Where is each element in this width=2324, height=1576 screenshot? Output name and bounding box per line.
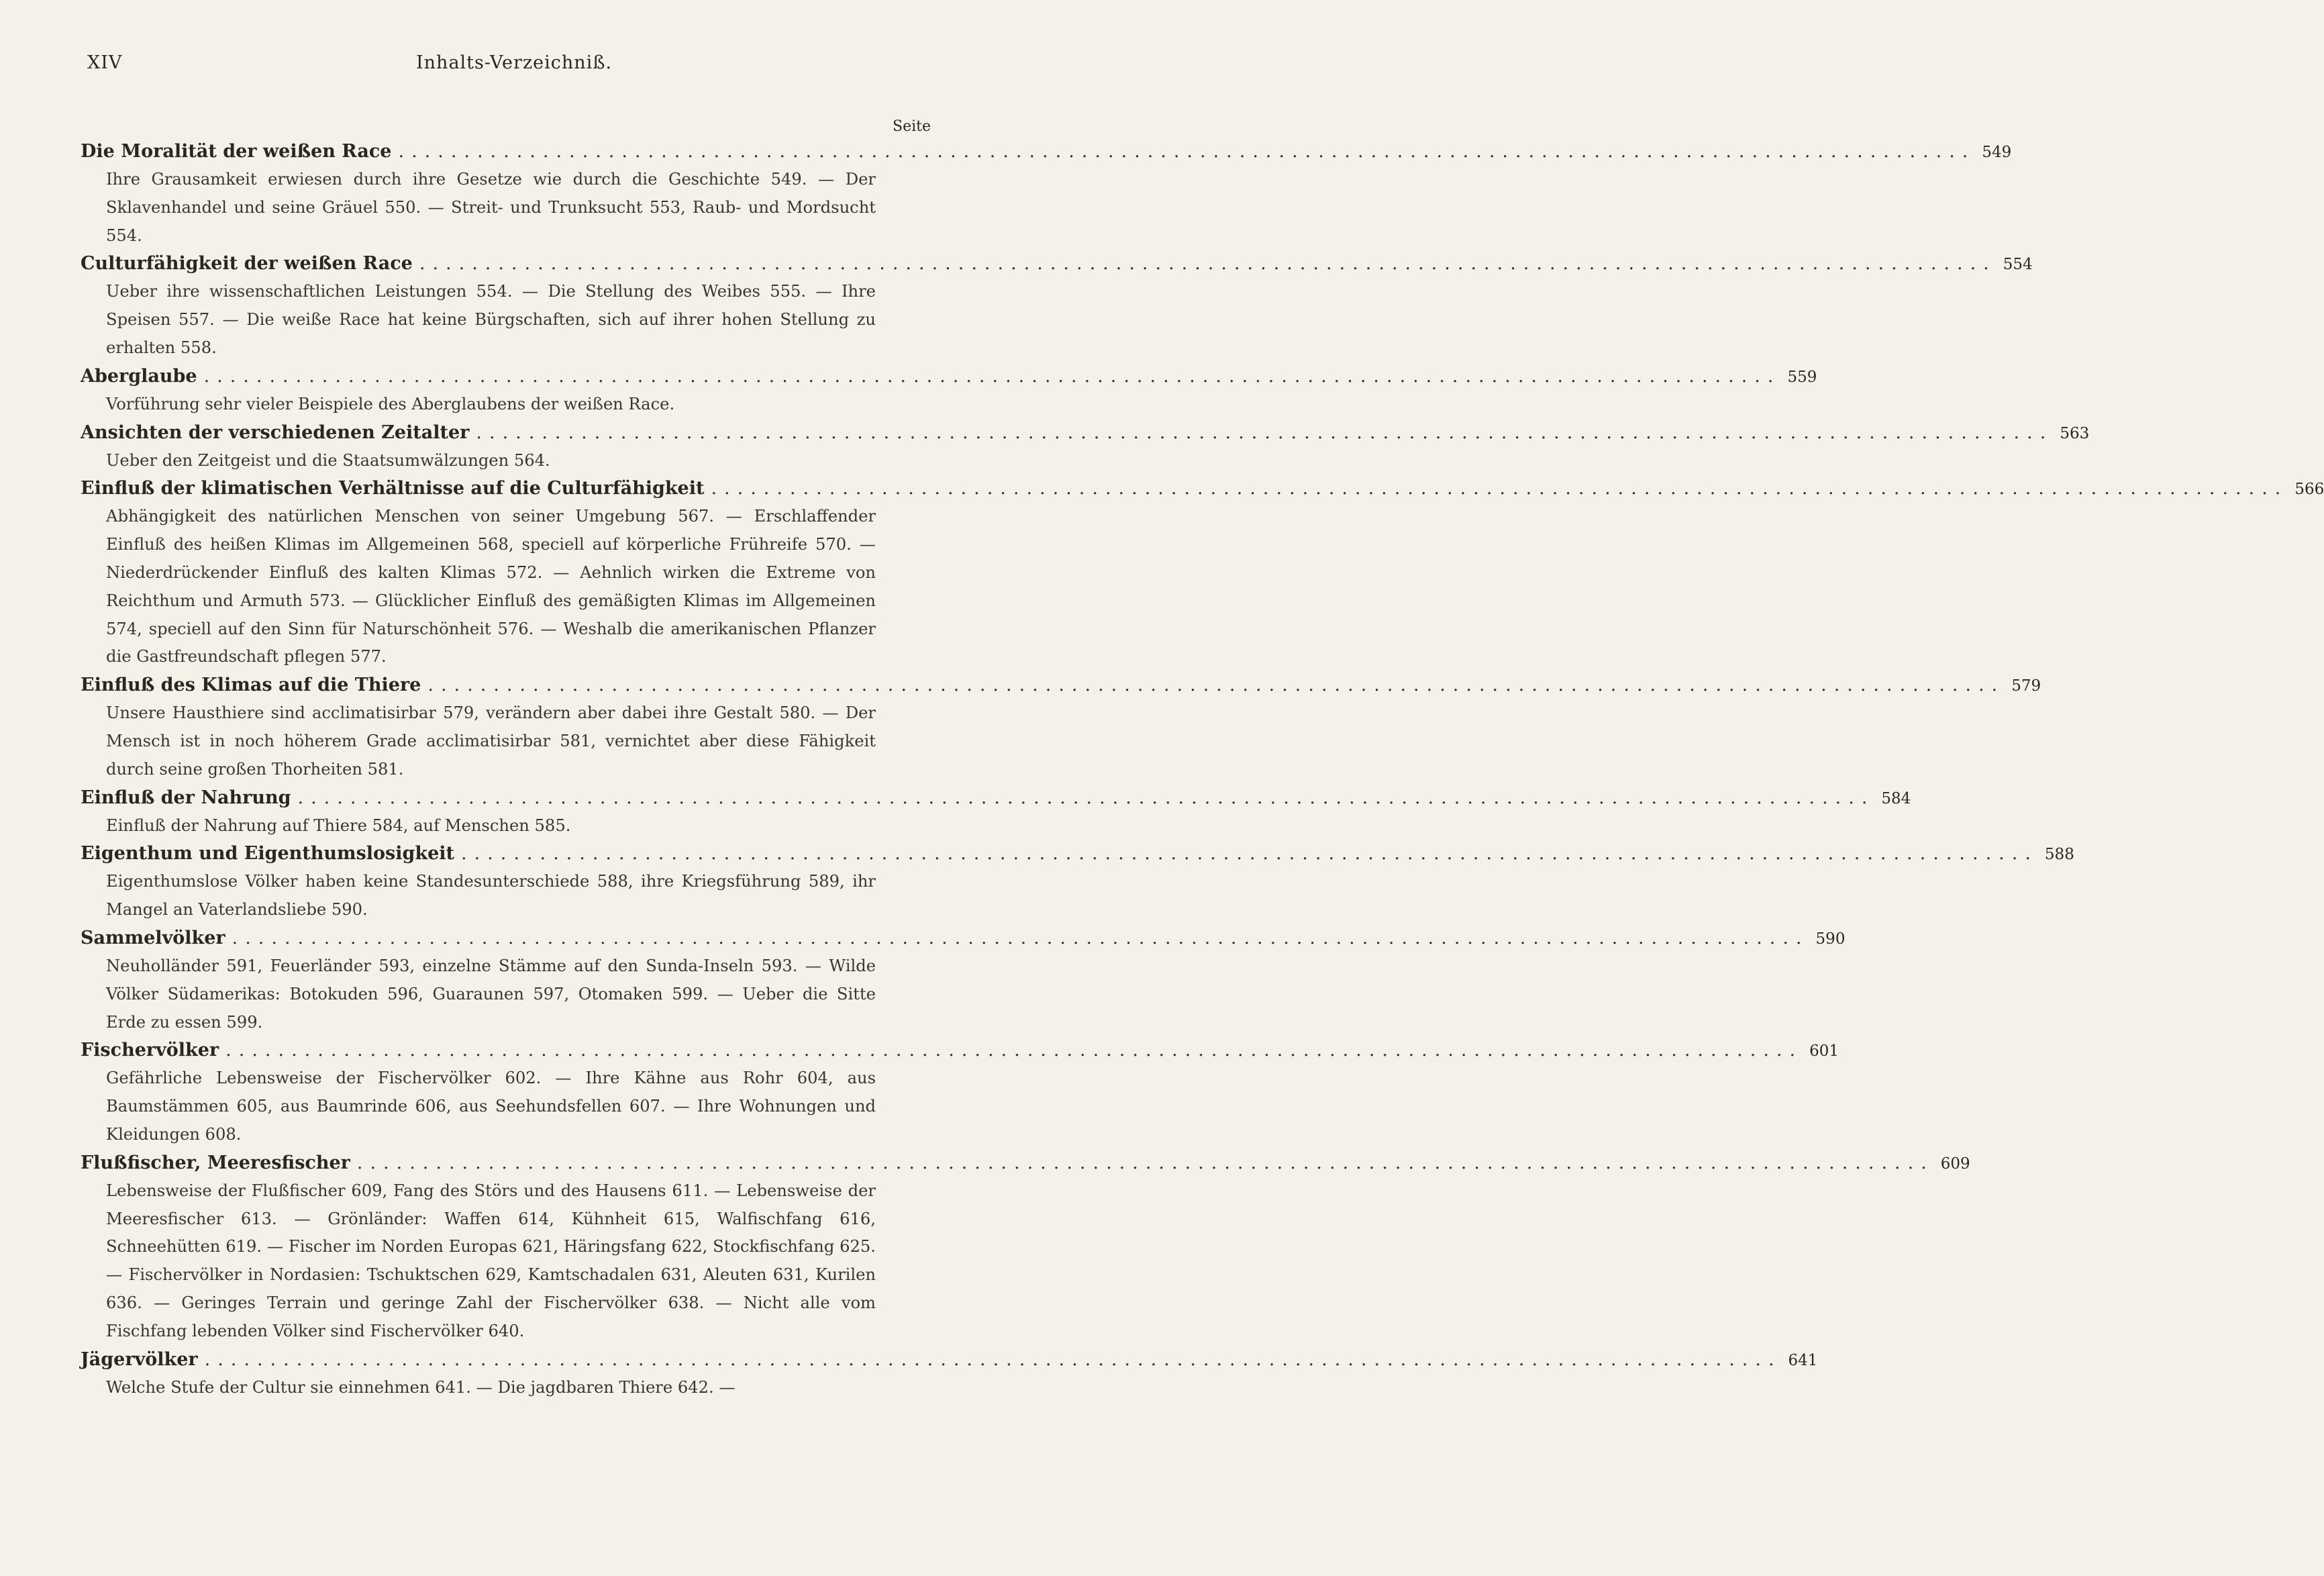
toc-entry-heading [81,924,1846,952]
toc-entry-page: 588 [2044,846,2074,864]
dot-leader: ........................................................................................................................ [398,141,1976,162]
toc-entry-description: Welche Stufe der Cultur sie einnehmen 641. — Die jagdbaren Thiere 642. — [106,1377,736,1397]
toc-entry-description: Ihre Grausamkeit erwiesen durch ihre Gesetze wie durch die Geschichte 549. — Der Sklavenhandel und seine Gräuel 550. — Streit- und Trunksucht 553, Raub- und Mordsucht 554. [106,170,876,245]
toc-entry-heading [81,138,2012,166]
toc-entry-page: 549 [1982,144,2012,161]
toc-entry-heading [81,362,1817,391]
toc-entry-page: 563 [2060,424,2090,442]
toc-entry [81,671,2041,783]
toc-entry-description: Vorführung sehr vieler Beispiele des Aberglaubens der weißen Race. [106,394,675,413]
toc-entry-page: 584 [1881,789,1911,807]
toc-entry [81,840,2074,924]
toc-entry-heading [81,250,2033,278]
toc-entry [81,475,2324,671]
dot-leader: ........................................................................................................................ [461,843,2038,865]
table-of-contents [81,138,2324,1401]
toc-entry-description: Gefährliche Lebensweise der Fischervölker 602. — Ihre Kähne aus Rohr 604, aus Baumstämmen 605, aus Baumrinde 606, aus Seehundsfellen 607. — Ihre Wohnungen und Kleidungen 608. [106,1069,876,1144]
dot-leader: ........................................................................................................................ [476,422,2054,443]
toc-entry-heading [81,1346,1818,1374]
toc-entry-heading [81,784,1911,812]
toc-entry [81,1036,1839,1148]
toc-entry-heading [81,475,2324,503]
dot-leader: ........................................................................................................................ [203,365,1781,387]
toc-entry-description: Ueber ihre wissenschaftlichen Leistungen 554. — Die Stellung des Weibes 555. — Ihre Speisen 557. — Die weiße Race hat keine Bürgschaften, sich auf ihrer hohen Stellung zu erhalten 558. [106,282,876,357]
toc-entry-title: Die Moralität der weißen Race [81,141,392,162]
toc-entry-title: Einfluß des Klimas auf die Thiere [81,675,421,696]
toc-entry-heading [81,840,2074,868]
toc-entry-description: Eigenthumslose Völker haben keine Standesunterschiede 588, ihre Kriegsführung 589, ihr Mangel an Vaterlandsliebe 590. [106,872,876,920]
toc-entry-page: 554 [2003,256,2033,274]
dot-leader: ........................................................................................................................ [232,927,1809,948]
toc-entry [81,250,2033,362]
page-title: Inhalts-Verzeichniß. [416,52,612,73]
page-number: XIV [87,52,123,73]
toc-entry-page: 559 [1787,368,1817,386]
dot-leader: ........................................................................................................................ [356,1152,1934,1173]
toc-entry-page: 641 [1788,1351,1818,1369]
toc-entry-description: Ueber den Zeitgeist und die Staatsumwälzungen 564. [106,450,550,470]
toc-entry-page: 609 [1940,1154,1970,1173]
dot-leader: ........................................................................................................................ [419,253,1997,275]
dot-leader: ........................................................................................................................ [297,787,1875,808]
toc-entry [81,784,1911,840]
toc-entry [81,924,1846,1036]
toc-entry-heading [81,419,2090,447]
toc-entry-page: 590 [1815,930,1846,948]
toc-entry-title: Einfluß der Nahrung [81,787,291,808]
dot-leader: ........................................................................................................................ [711,478,2288,499]
toc-entry-heading [81,671,2041,699]
toc-entry-title: Culturfähigkeit der weißen Race [81,253,413,275]
toc-entry [81,419,2090,475]
toc-entry [81,362,1817,419]
toc-entry-title: Ansichten der verschiedenen Zeitalter [81,422,470,443]
toc-entry-title: Einfluß der klimatischen Verhältnisse auf die Culturfähigkeit [81,478,705,499]
toc-entry-title: Flußfischer, Meeresfischer [81,1152,350,1173]
dot-leader: ........................................................................................................................ [225,1040,1803,1061]
dot-leader: ........................................................................................................................ [204,1348,1782,1370]
toc-entry-description: Neuholländer 591, Feuerländer 593, einzelne Stämme auf den Sunda-Inseln 593. — Wilde Völker Südamerikas: Botokuden 596, Guaraunen 597, Otomaken 599. — Ueber die Sitte Erde zu essen 599. [106,956,876,1032]
toc-entry-page: 601 [1809,1042,1839,1061]
toc-entry-heading [81,1149,1970,1177]
toc-entry-title: Jägervölker [81,1348,198,1370]
toc-entry-description: Abhängigkeit des natürlichen Menschen von seiner Umgebung 567. — Erschlaffender Einfluß des heißen Klimas im Allgemeinen 568, speciell auf körperliche Frühreife 570. — Niederdrückender Einfluß des kalten Klimas 572. — Aehnlich wirken die Extreme von Reichthum und Armuth 573. — Glücklicher Einfluß des gemäßigten Klimas im Allgemeinen 574, speciell auf den Sinn für Naturschönheit 576. — Weshalb die amerikanischen Pflanzer die Gastfreundschaft pflegen 577. [106,507,876,667]
toc-entry [81,138,2012,250]
toc-entry [81,1149,1970,1346]
toc-entry-description: Lebensweise der Flußfischer 609, Fang des Störs und des Hausens 611. — Lebensweise der Meeresfischer 613. — Grönländer: Waffen 614, Kühnheit 615, Walfischfang 616, Schneehütten 619. — Fischer im Norden Europas 621, Häringsfang 622, Stockfischfang 625. — Fischervölker in Nordasien: Tschuktschen 629, Kamtschadalen 631, Aleuten 631, Kurilen 636. — Geringes Terrain und geringe Zahl der Fischervölker 638. — Nicht alle vom Fischfang lebenden Völker sind Fischervölker 640. [106,1181,876,1340]
page-column-label: Seite [893,118,931,135]
toc-entry-heading [81,1036,1839,1065]
toc-entry-description: Unsere Hausthiere sind acclimatisirbar 579, verändern aber dabei ihre Gestalt 580. — Der Mensch ist in noch höherem Grade acclimatisirbar 581, vernichtet aber diese Fähigkeit durch seine großen Thorheiten 581. [106,703,876,779]
dot-leader: ........................................................................................................................ [427,675,2005,696]
running-head [81,52,933,83]
toc-entry-title: Aberglaube [81,365,197,387]
toc-entry-page: 566 [2294,481,2324,499]
toc-entry-page: 579 [2011,677,2041,695]
toc-entry [81,1346,1818,1402]
toc-entry-title: Sammelvölker [81,927,225,948]
toc-entry-title: Fischervölker [81,1040,219,1061]
toc-entry-description: Einfluß der Nahrung auf Thiere 584, auf Menschen 585. [106,816,571,835]
toc-entry-title: Eigenthum und Eigenthumslosigkeit [81,843,455,865]
